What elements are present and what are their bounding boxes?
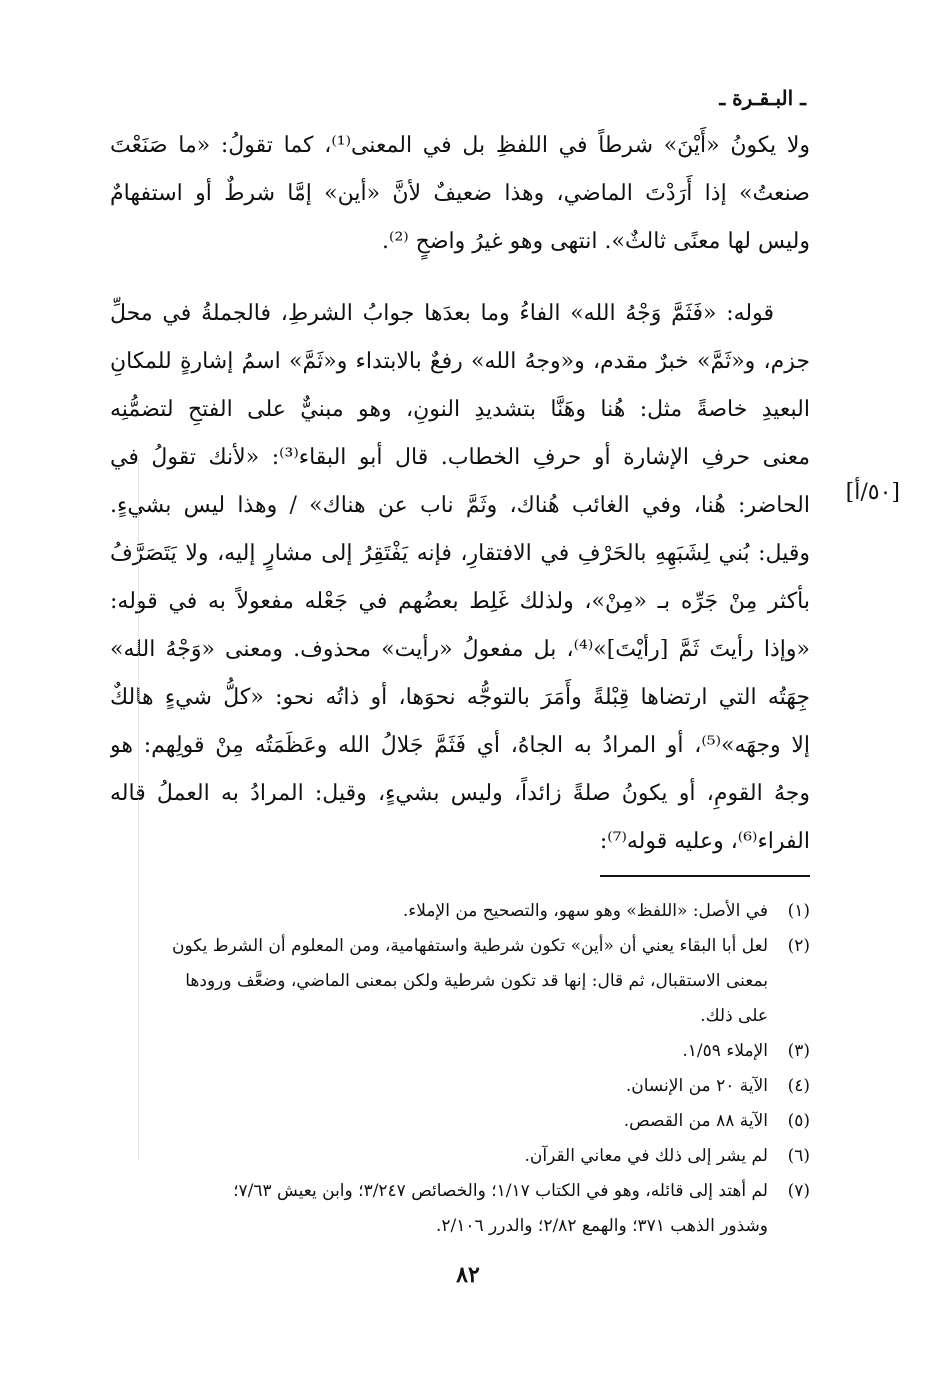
footnotes <box>110 894 810 1244</box>
text-line: بأكثر مِنْ جَرِّه بـ «مِنْ»، ولذلك غَلِط بعضُهم في جَعْله مفعولاً به في قوله: <box>110 589 810 614</box>
text-line: إلا وجهَه»⁽⁵⁾، أو المرادُ به الجاهُ، أي فَثَمَّ جَلالُ الله وعَظَمَتُه مِنْ قولِهم: هو <box>110 733 810 758</box>
footnote-5 <box>110 1104 810 1139</box>
text-line: صنعتُ» إذا أَرَدْتَ الماضي، وهذا ضعيفٌ لأنَّ «أين» إمَّا شرطٌ أو استفهامٌ <box>110 181 810 206</box>
footnote-text: لم أهتد إلى قائله، وهو في الكتاب ١/١٧؛ والخصائص ٣/٢٤٧؛ وابن يعيش ٧/٦٣؛ <box>233 1181 768 1201</box>
manuscript-folio-marker: [٥٠/أ] <box>845 480 900 505</box>
text-line: «وإذا رأيتَ ثَمَّ [رأيْتَ]»⁽⁴⁾، بل مفعولُ «رأيت» محذوف. ومعنى «وَجْهُ الله» <box>110 637 810 662</box>
footnote-number: (٤) <box>787 1076 810 1096</box>
text-line: معنى حرفِ الإشارة أو حرفِ الخطاب. قال أبو البقاء⁽³⁾: «لأنك تقولُ في <box>110 445 810 470</box>
footnote-number: (٧) <box>787 1181 810 1201</box>
text-line: الحاضر: هُنا، وفي الغائب هُناك، وثَمَّ ناب عن هناك» / وهذا ليس بشيءٍ. <box>110 493 810 518</box>
footnote-1 <box>110 894 810 929</box>
footnote-6 <box>110 1139 810 1174</box>
footnote-separator <box>600 875 810 877</box>
footnote-text: في الأصل: «اللفظ» وهو سهو، والتصحيح من الإملاء. <box>402 901 768 921</box>
paragraph-1 <box>110 122 810 266</box>
text-line: ولا يكونُ «أَيْنَ» شرطاً في اللفظِ بل في المعنى⁽¹⁾، كما تقولُ: «ما صَنَعْتَ <box>110 133 810 158</box>
footnote-2 <box>110 929 810 1034</box>
footnote-4 <box>110 1069 810 1104</box>
footnote-text: بمعنى الاستقبال، ثم قال: إنها قد تكون شرطية ولكن بمعنى الماضي، وضعَّف ورودها <box>185 971 768 991</box>
footnote-text: وشذور الذهب ٣٧١؛ والهمع ٢/٨٢؛ والدرر ٢/١٠٦. <box>435 1216 768 1236</box>
footnote-number: (٣) <box>787 1041 810 1061</box>
text-line: وقيل: بُني لِشَبَهِهِ بالحَرْفِ في الافتقارِ، فإنه يَفْتَقِرُ إلى مشارٍ إليه، ولا يَتَصَرَّفُ <box>110 541 810 566</box>
text-line: جِهَتُه التي ارتضاها قِبْلةً وأَمَرَ بالتوجُّه نحوَها، أو ذاتُه نحو: «كلُّ شيءٍ هالكٌ <box>110 685 810 710</box>
footnote-number: (١) <box>787 901 810 921</box>
page-number: ٨٢ <box>456 1262 480 1288</box>
footnote-text: الآية ٨٨ من القصص. <box>623 1111 768 1131</box>
footnote-number: (٥) <box>787 1111 810 1131</box>
footnote-text: الإملاء ١/٥٩. <box>682 1041 768 1061</box>
text-line: وجهُ القومِ، أو يكونُ صلةً زائداً، وليس بشيءٍ، وقيل: المرادُ به العملُ قاله <box>110 781 810 806</box>
footnote-number: (٦) <box>787 1146 810 1166</box>
footnote-text: الآية ٢٠ من الإنسان. <box>625 1076 768 1096</box>
footnote-number: (٢) <box>787 936 810 956</box>
footnote-text: لم يشر إلى ذلك في معاني القرآن. <box>524 1146 768 1166</box>
footnote-text: على ذلك. <box>700 1006 768 1026</box>
footnote-3 <box>110 1034 810 1069</box>
main-text <box>110 122 810 866</box>
text-line: الفراء⁽⁶⁾، وعليه قوله⁽⁷⁾: <box>599 829 810 854</box>
paragraph-2 <box>110 290 810 866</box>
text-line: جزم، و«ثَمَّ» خبرٌ مقدم، و«وجهُ الله» رفعٌ بالابتداء و«ثَمَّ» اسمُ إشارةٍ للمكانِ <box>110 349 810 374</box>
text-line: وليس لها معنًى ثالثٌ». انتهى وهو غيرُ واضحٍ ⁽²⁾. <box>382 229 810 254</box>
footnote-7 <box>110 1174 810 1244</box>
running-header: ـ البـقـرة ـ <box>719 86 806 110</box>
text-line: قوله: «فَثَمَّ وَجْهُ الله» الفاءُ وما بعدَها جوابُ الشرطِ، فالجملةُ في محلِّ <box>110 301 774 326</box>
footnote-text: لعل أبا البقاء يعني أن «أين» تكون شرطية واستفهامية، ومن المعلوم أن الشرط يكون <box>171 936 768 956</box>
text-line: البعيدِ خاصةً مثل: هُنا وهَنَّا بتشديدِ النونِ، وهو مبنيٌّ على الفتحِ لتضمُّنِه <box>110 397 810 422</box>
